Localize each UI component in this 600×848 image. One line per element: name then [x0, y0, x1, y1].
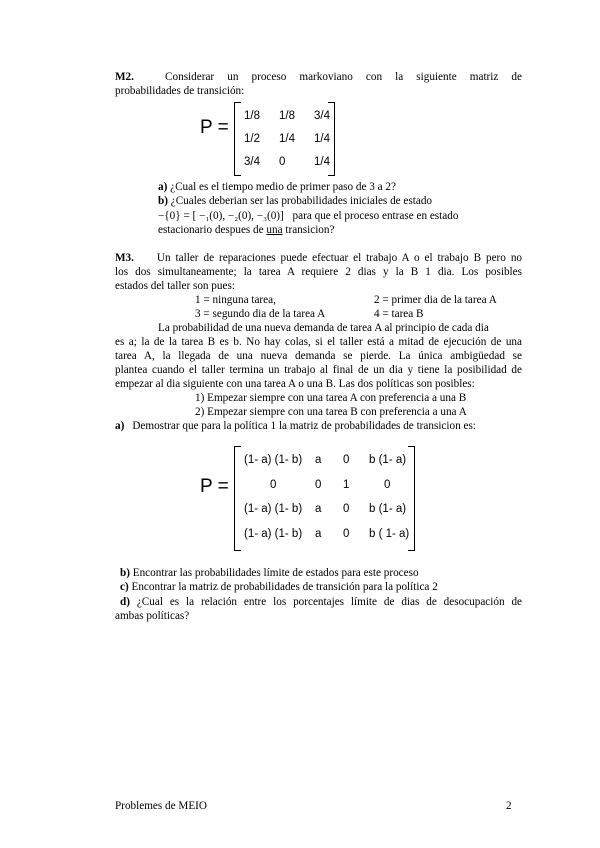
m2-label: M2. — [115, 71, 134, 83]
m2-matrix-left-bracket — [234, 102, 241, 176]
m3-question-d-line1: d) ¿Cual es la relación entre los porcentajes límite de dias de desocupación de — [120, 596, 522, 608]
m2-matrix-cell: 3/4 — [244, 156, 260, 168]
m3-policy-2: 2) Empezar siempre con una tarea B con preferencia a una A — [195, 406, 467, 418]
m3-matrix-cell: b (1- a) — [369, 503, 407, 515]
m2-intro-line1: M2. Considerar un proceso markoviano con la siguiente matriz de — [115, 71, 522, 83]
m3-para-line1: La probabilidad de una nueva demanda de tarea A al principio de cada dia — [158, 322, 489, 334]
m3-policy-1: 1) Empezar siempre con una tarea A con preferencia a una B — [195, 392, 467, 404]
m2-matrix-cell: 1/4 — [314, 156, 330, 168]
m3-para-line3: tarea A, la llegada de una nueva demanda se pierde. La única ambigüedad se — [115, 350, 522, 362]
m3-line3: estados del taller son pues: — [115, 280, 235, 292]
m3-para-line2: es a; la de la tarea B es b. No hay colas, si el taller está a mitad de ejecución de una — [115, 336, 522, 348]
page-number: 2 — [506, 800, 512, 812]
m2-question-b-formula-line: −{0} = [ −₁(0), −₂(0), −₃(0)] para que el proceso entrase en estado — [158, 210, 459, 222]
m2-matrix-cell: 1/4 — [314, 133, 330, 145]
m3-matrix-cell: a — [315, 503, 322, 515]
m3-question-c: c) Encontrar la matriz de probabilidades de transición para la política 2 — [120, 581, 438, 593]
m2-question-b: b) ¿Cuales deberian ser las probabilidades iniciales de estado — [158, 195, 433, 207]
m3-matrix-cell: b (1- a) — [369, 454, 407, 466]
m3-matrix-cell: b ( 1- a) — [369, 528, 410, 540]
m3-matrix-cell: 1 — [343, 479, 350, 491]
m3-matrix-cell: (1- a) (1- b) — [244, 528, 303, 540]
m3-para-line5: empezar al dia siguiente con una tarea A o una B. Las dos políticas son posibles: — [115, 378, 475, 390]
m3-matrix-cell: 0 — [343, 528, 350, 540]
m2-initial-vector-formula: −{0} = [ −₁(0), −₂(0), −₃(0)] — [158, 210, 284, 222]
m2-matrix-cell: 1/8 — [244, 110, 260, 122]
m3-matrix-cell: 0 — [384, 479, 391, 491]
state-3: 3 = segundo dia de la tarea A — [195, 308, 326, 320]
m2-question-a: a) ¿Cual es el tiempo medio de primer paso de 3 a 2? — [158, 181, 396, 193]
m2-intro-line2: probabilidades de transición: — [115, 85, 245, 97]
state-2: 2 = primer dia de la tarea A — [374, 294, 497, 306]
m3-matrix-cell: a — [315, 528, 322, 540]
m2-matrix-cell: 0 — [279, 156, 286, 168]
m3-question-b: b) Encontrar las probabilidades límite de estados para este proceso — [120, 567, 419, 579]
m3-question-a: a) Demostrar que para la política 1 la matriz de probabilidades de transicion es: — [115, 420, 476, 432]
m3-matrix-cell: 0 — [315, 479, 322, 491]
m3-matrix-cell: (1- a) (1- b) — [244, 503, 303, 515]
state-4: 4 = tarea B — [374, 308, 424, 320]
m2-matrix-cell: 1/8 — [279, 110, 295, 122]
m3-matrix-left-bracket — [234, 446, 241, 551]
m3-matrix-cell: 0 — [343, 454, 350, 466]
m3-matrix-symbol: P = — [200, 476, 229, 497]
m2-matrix-symbol: P = — [200, 117, 229, 138]
m3-line2: los dos simultaneamente; la tarea A requiere 2 dias y la B 1 dia. Los posibles — [115, 266, 522, 278]
m3-line1: M3. Un taller de reparaciones puede efectuar el trabajo A o el trabajo B pero no — [115, 252, 523, 264]
m3-para-line4: plantea cuando el taller termina un trabajo al final de un dia y tiene la posibilidad de — [115, 364, 522, 376]
m2-question-b-cont: estacionario despues de una transicion? — [158, 224, 335, 236]
m3-matrix-cell: 0 — [270, 479, 277, 491]
m3-matrix-cell: (1- a) (1- b) — [244, 454, 303, 466]
footer-title: Problemes de MEIO — [115, 800, 207, 812]
m2-matrix-cell: 1/4 — [279, 133, 295, 145]
m3-matrix-cell: a — [315, 454, 322, 466]
state-1: 1 = ninguna tarea, — [195, 294, 276, 306]
m3-matrix-cell: 0 — [343, 503, 350, 515]
m2-matrix-cell: 3/4 — [314, 110, 330, 122]
m2-matrix-cell: 1/2 — [244, 133, 260, 145]
m3-question-d-line2: ambas políticas? — [115, 610, 190, 622]
m3-label: M3. — [115, 252, 134, 264]
